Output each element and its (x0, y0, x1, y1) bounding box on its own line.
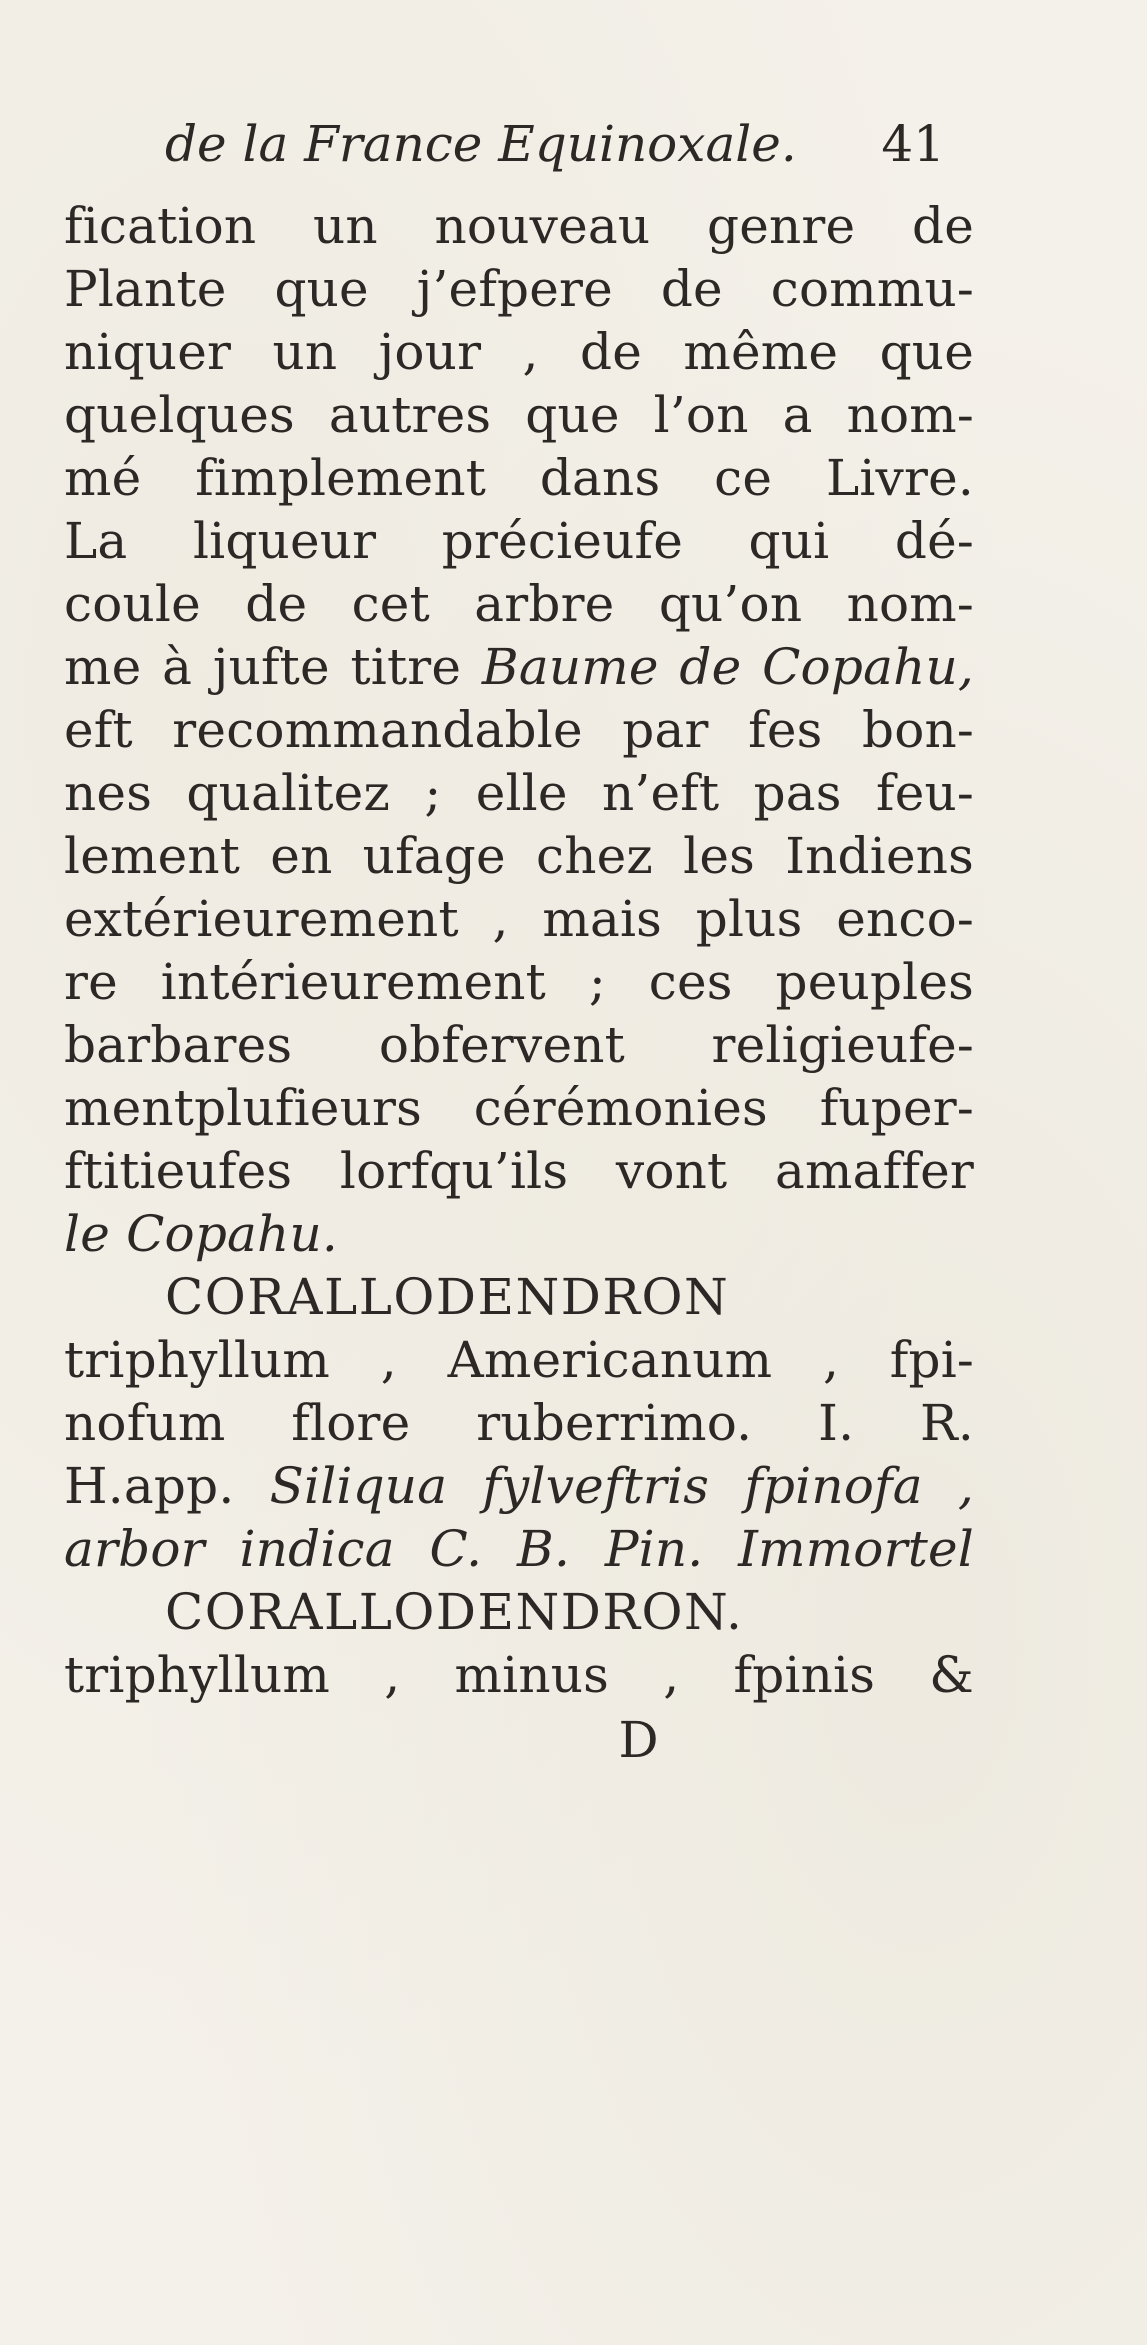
italic-term: Baume de Copahu, (481, 638, 974, 696)
italic-term: Siliqua fylveftris fpinofa , (269, 1457, 974, 1515)
page-number: 41 (881, 115, 945, 173)
text-line: lement en ufage chez les Indiens (64, 827, 974, 885)
text-line: triphyllum , Americanum , fpi- (64, 1331, 974, 1389)
text-line: triphyllum , minus , fpinis & (64, 1646, 974, 1704)
entry-heading: CORALLODENDRON (165, 1268, 730, 1326)
text-line: arbor indica C. B. Pin. Immortel (64, 1520, 974, 1578)
text-line: extérieurement , mais plus enco- (64, 890, 974, 948)
text-line: fication un nouveau genre de (64, 197, 974, 255)
entry-heading: CORALLODENDRON. (165, 1583, 744, 1641)
text-line: eft recommandable par fes bon- (64, 701, 974, 759)
text-line: coule de cet arbre qu’on nom- (64, 575, 974, 633)
signature-mark: D (618, 1711, 659, 1769)
text-line: barbares obfervent religieufe- (64, 1016, 974, 1074)
text-line: le Copahu. (64, 1205, 338, 1263)
running-head: de la France Equinoxale. (165, 115, 797, 173)
text-line: nes qualitez ; elle n’eft pas feu- (64, 764, 974, 822)
text-line: niquer un jour , de même que (64, 323, 974, 381)
text-segment: me à jufte titre (64, 638, 482, 696)
page-header (165, 112, 945, 176)
text-line: quelques autres que l’on a nom- (64, 386, 974, 444)
text-line: ftitieufes lorfqu’ils vont amaffer (64, 1142, 974, 1200)
text-line: re intérieurement ; ces peuples (64, 953, 974, 1011)
text-line: mé fimplement dans ce Livre. (64, 449, 974, 507)
text-line (64, 637, 974, 697)
text-line: Plante que j’efpere de commu- (64, 260, 974, 318)
text-line: mentplufieurs cérémonies fuper- (64, 1079, 974, 1137)
text-segment: H.app. (64, 1457, 270, 1515)
text-line: La liqueur précieufe qui dé- (64, 512, 974, 570)
text-line (64, 1456, 974, 1516)
text-line: nofum flore ruberrimo. I. R. (64, 1394, 974, 1452)
